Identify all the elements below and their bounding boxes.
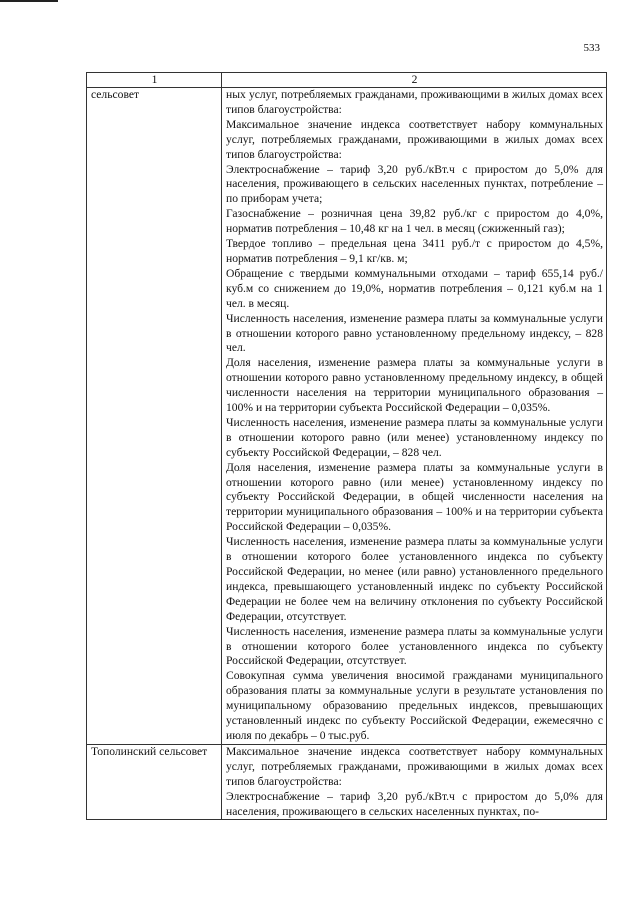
paragraph: Совокупная сумма увеличения вносимой гражданами муниципального образования платы за коммунальные услуги в результате установления по муниципальному образованию предельных индексов, превышающих установленный индекс по субъекту Российской Федерации, ежемесячно с июля по декабрь – 0 тыс.руб. (226, 669, 603, 742)
table-row (87, 88, 607, 745)
table-row (87, 744, 607, 820)
municipality-cell: Тополинский сельсовет (87, 744, 222, 820)
paragraph: Численность населения, изменение размера платы за коммунальные услуги в отношении которого более установленного индекса по субъекту Российской Федерации, отсутствует. (226, 624, 603, 668)
paragraph: Численность населения, изменение размера платы за коммунальные услуги в отношении которого более установленного индекса по субъекту Российской Федерации, но менее (или равно) установленного предельного индекса, превышающего установленный индекс по субъекту Российской Федерации не более чем на величину отклонения по субъекту Российской Федерации, отсутствует. (226, 535, 603, 623)
paragraph: Электроснабжение – тариф 3,20 руб./кВт.ч с приростом до 5,0% для населения, проживающего в сельских населенных пунктах, по- (226, 789, 603, 818)
paragraph: Максимальное значение индекса соответствует набору коммунальных услуг, потребляемых гражданами, проживающими в жилых домах всех типов благоустройства: (226, 744, 603, 788)
page-number: 533 (583, 42, 600, 54)
paragraph: ных услуг, потребляемых гражданами, проживающими в жилых домах всех типов благоустройства: (226, 88, 603, 116)
description-cell (222, 744, 607, 820)
table-header-row (87, 73, 607, 88)
paragraph: Твердое топливо – предельная цена 3411 руб./т с приростом до 4,5%, норматив потребления – 9,1 кг/кв. м; (226, 237, 603, 265)
paragraph: Газоснабжение – розничная цена 39,82 руб./кг с приростом до 4,0%, норматив потребления – 10,48 кг на 1 чел. в месяц (сжиженный газ); (226, 207, 603, 236)
paragraph: Обращение с твердыми коммунальными отходами – тариф 655,14 руб./куб.м со снижением до 19,0%, норматив потребления – 0,121 куб.м на 1 чел. в месяц. (226, 266, 603, 310)
column-header-1: 1 (87, 73, 222, 88)
column-header-2: 2 (222, 73, 607, 88)
description-cell (222, 88, 607, 745)
paragraph: Доля населения, изменение размера платы за коммунальные услуги в отношении которого равно установленному предельному индексу, в общей численности населения на территории муниципального образования – 100% и на территории субъекта Российской Федерации – 0,035%. (226, 356, 603, 415)
paragraph: Численность населения, изменение размера платы за коммунальные услуги в отношении которого равно установленному предельному индексу, – 828 чел. (226, 311, 603, 355)
paragraph: Максимальное значение индекса соответствует набору коммунальных услуг, потребляемых гражданами, проживающими в жилых домах всех типов благоустройства: (226, 117, 603, 161)
paragraph: Электроснабжение – тариф 3,20 руб./кВт.ч с приростом до 5,0% для населения, проживающего в сельских населенных пунктах, потребление – по приборам учета; (226, 162, 603, 206)
top-rule (0, 0, 58, 2)
municipality-cell: сельсовет (87, 88, 222, 745)
paragraph: Численность населения, изменение размера платы за коммунальные услуги в отношении которого равно (или менее) установленному индексу по субъекту Российской Федерации, – 828 чел. (226, 415, 603, 459)
paragraph: Доля населения, изменение размера платы за коммунальные услуги в отношении которого равно (или менее) установленному индексу по субъекту Российской Федерации, в общей численности населения на территории муниципального образования – 100% и на территории субъекта Российской Федерации – 0,035%. (226, 460, 603, 534)
document-table (86, 72, 607, 820)
